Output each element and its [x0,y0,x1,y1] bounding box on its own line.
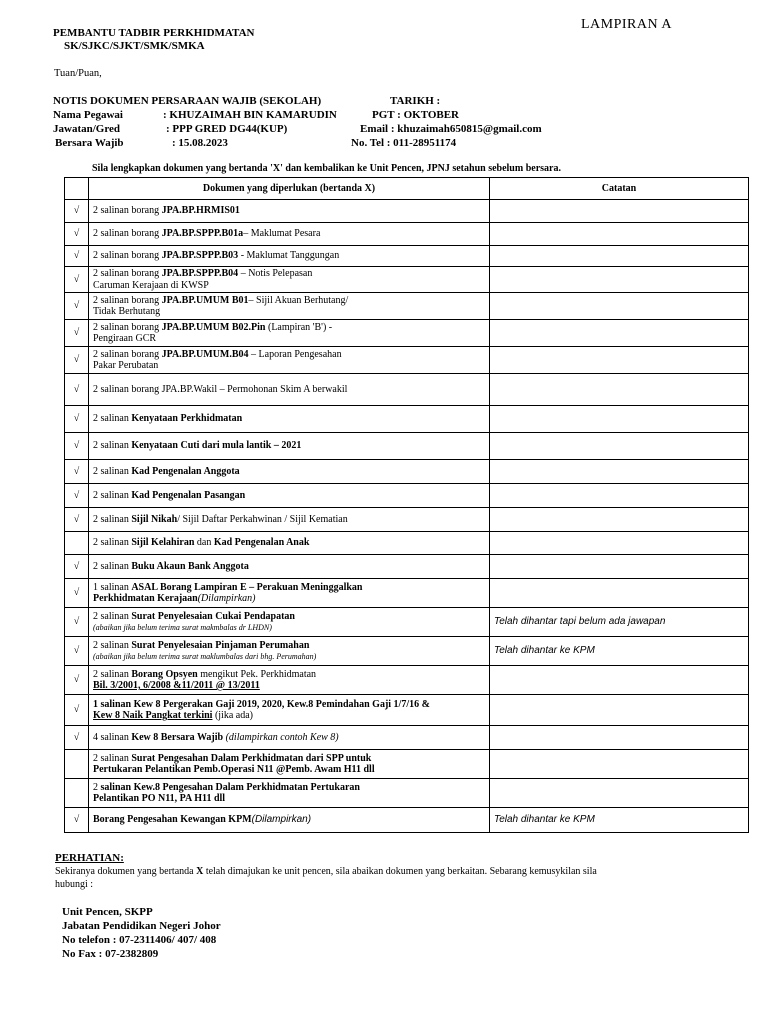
note-cell [490,347,749,374]
table-row [65,320,749,347]
document-cell [89,406,490,433]
document-text: 2 salinan borang [93,228,162,240]
table-row [65,695,749,726]
note-cell [490,320,749,347]
table-row [65,532,749,555]
document-name: Buku Akaun Bank Anggota [131,560,249,572]
document-name: JPA.BP.SPPP.B03 [161,250,239,262]
document-name: JPA.BP.UMUM B02.Pin [161,321,266,333]
document-text: 2 salinan borang [93,321,162,333]
check-mark: √ [65,484,89,508]
document-text: 1 salinan [93,581,132,593]
phone-value: No. Tel : 011-28951174 [351,137,457,149]
document-text: 2 salinan borang [93,268,162,279]
perhatian-text-pre: Sekiranya dokumen yang bertanda [55,866,197,877]
document-name-2: Kad Pengenalan Anak [213,537,310,549]
document-cell [89,293,490,320]
document-cell [89,374,490,406]
contact-unit: Unit Pencen, SKPP [62,906,153,918]
table-row [65,666,749,695]
contact-department: Jabatan Pendidikan Negeri Johor [62,920,221,932]
check-mark: √ [65,637,89,666]
recipient-schools: SK/SJKC/SJKT/SMK/SMKA [64,40,205,52]
table-row [65,200,749,223]
check-mark: √ [65,347,89,374]
contact-fax: No Fax : 07-2382809 [62,948,159,960]
document-name: JPA.BP.SPPP.B04 [161,268,239,279]
document-cell [89,555,490,579]
document-desc: – Notis Pelepasan [238,268,313,279]
table-header-check [65,178,89,200]
lampiran-label: LAMPIRAN A [581,17,672,32]
note-cell [490,293,749,320]
document-cell [89,532,490,555]
note-cell [490,750,749,779]
document-text: 2 salinan [93,465,132,477]
table-row [65,433,749,460]
document-name: Sijil Kelahiran [131,537,195,549]
document-name: Sijil Nikah [131,513,178,525]
document-desc: (Lampiran 'B') - [265,321,333,333]
document-name: salinan Kew.8 Pengesahan Dalam Perkhidmatan Pertukaran [100,781,360,793]
document-name: JPA.BP.UMUM.B04 [161,348,249,360]
document-cell [89,200,490,223]
check-mark: √ [65,555,89,579]
document-name: Kad Pengenalan Pasangan [131,489,246,501]
note-cell [490,246,749,267]
document-name-line2: Pelantikan PO N11, PA H11 dll [93,793,226,804]
document-cell [89,779,490,808]
document-text: 2 salinan [93,537,132,549]
document-cell [89,808,490,833]
document-text: 2 salinan borang [93,250,162,262]
position-value: : PPP GRED DG44(KUP) [166,123,288,135]
position-label: Jawatan/Gred [53,123,121,135]
note-cell [490,433,749,460]
document-name: Kenyataan Perkhidmatan [131,413,243,425]
document-remark: (dilampirkan contoh Kew 8) [223,731,339,743]
table-row [65,637,749,666]
check-mark: √ [65,406,89,433]
note-cell [490,532,749,555]
document-text: 2 salinan borang [93,348,162,360]
document-cell [89,223,490,246]
email-value: Email : khuzaimah650815@gmail.com [360,123,542,135]
perhatian-text-2: hubungi : [55,879,94,890]
document-name: ASAL Borang Lampiran E – Perakuan Meninggalkan [131,581,363,593]
note-cell: Telah dihantar tapi belum ada jawapan [490,608,749,637]
document-text: 2 salinan [93,668,132,680]
document-footnote: (abaikan jika belum terima surat maklumbalas dari bhg. Perumahan) [93,652,317,661]
document-name: Borang Pengesahan Kewangan KPM [93,814,252,826]
check-mark: √ [65,808,89,833]
document-cell [89,460,490,484]
table-row [65,555,749,579]
table-row [65,267,749,293]
table-row [65,223,749,246]
document-name-line2: Pertukaran Pelantikan Pemb.Operasi N11 @Pemb. Awam H11 dll [93,764,375,775]
table-row [65,347,749,374]
document-text: 2 salinan borang [93,294,162,306]
document-text: 2 [93,781,101,793]
table-row [65,293,749,320]
document-name: Surat Pengesahan Dalam Perkhidmatan dari SPP untuk [131,752,372,764]
document-text: 2 salinan [93,639,132,651]
document-cell [89,695,490,726]
document-name-line2: Bil. 3/2001, 6/2008 &11/2011 @ 13/2011 [93,680,260,691]
note-cell [490,779,749,808]
document-text: 2 salinan [93,489,132,501]
table-row [65,460,749,484]
document-cell [89,508,490,532]
date-label: TARIKH : [390,95,441,107]
check-mark: √ [65,320,89,347]
note-cell [490,484,749,508]
table-row [65,779,749,808]
check-mark: √ [65,293,89,320]
name-label: Nama Pegawai [53,109,123,121]
note-cell [490,267,749,293]
document-cell [89,608,490,637]
table-row [65,608,749,637]
table-header-notes: Catatan [490,178,749,200]
document-text: 2 salinan [93,560,132,572]
table-row [65,808,749,833]
check-mark: √ [65,508,89,532]
document-remark: (jika ada) [212,710,253,721]
perhatian-text-post: telah dimajukan ke unit pencen, sila abaikan dokumen yang berkaitan. Sebarang kemusykilan sila [203,866,597,877]
document-desc-line2: Pakar Perubatan [93,360,159,371]
document-desc-line2: Pengiraan GCR [93,333,157,344]
table-row [65,750,749,779]
pgt-value: PGT : OKTOBER [372,109,460,121]
note-cell [490,666,749,695]
document-cell [89,347,490,374]
document-name: 1 salinan Kew 8 Pergerakan Gaji 2019, 2020, Kew.8 Pemindahan Gaji 1/7/16 & [93,698,430,710]
table-row [65,246,749,267]
check-mark: √ [65,666,89,695]
perhatian-title: PERHATIAN: [55,852,124,864]
note-cell [490,695,749,726]
document-cell [89,320,490,347]
document-name: Kad Pengenalan Anggota [131,465,240,477]
note-cell [490,555,749,579]
document-cell [89,484,490,508]
document-desc: – Maklumat Pesara [243,228,321,240]
check-mark [65,779,89,808]
document-desc: mengikut Pek. Perkhidmatan [197,668,317,680]
check-mark: √ [65,608,89,637]
check-mark: √ [65,460,89,484]
document-text: 2 salinan [93,610,132,622]
document-cell [89,267,490,293]
table-row [65,374,749,406]
document-text: 2 salinan [93,440,132,452]
instruction-text: Sila lengkapkan dokumen yang bertanda 'X' dan kembalikan ke Unit Pencen, JPNJ setahun sebelum bersara. [92,163,561,174]
table-header-document: Dokumen yang diperlukan (bertanda X) [89,178,490,200]
check-mark: √ [65,223,89,246]
document-cell [89,246,490,267]
note-cell [490,406,749,433]
document-cell [89,433,490,460]
table-row [65,508,749,532]
document-cell [89,579,490,608]
contact-phone: No telefon : 07-2311406/ 407/ 408 [62,934,217,946]
document-desc-line2: Caruman Kerajaan di KWSP [93,279,209,291]
document-cell [89,637,490,666]
check-mark: √ [65,200,89,223]
document-desc: / Sijil Daftar Perkahwinan / Sijil Kematian [177,513,348,525]
document-text: 2 salinan [93,513,132,525]
document-text: 2 salinan borang JPA.BP.Wakil – Permohonan Skim A berwakil [93,383,348,395]
table-row [65,484,749,508]
document-name-line2: Kew 8 Naik Pangkat terkini [93,710,213,721]
document-name: JPA.BP.UMUM B01 [161,294,249,306]
document-desc: – Laporan Pengesahan [248,348,342,360]
check-mark: √ [65,579,89,608]
document-cell [89,750,490,779]
document-footnote: (abaikan jika belum terima surat makmbalas dr LHDN) [93,623,272,632]
note-cell [490,223,749,246]
document-name: Kew 8 Bersara Wajib [131,731,224,743]
document-text: 4 salinan [93,731,132,743]
note-cell [490,374,749,406]
document-name: Surat Penyelesaian Pinjaman Perumahan [131,639,310,651]
note-cell: Telah dihantar ke KPM [490,808,749,833]
check-mark: √ [65,374,89,406]
retirement-label: Bersara Wajib [55,137,124,149]
note-cell [490,200,749,223]
document-text: 2 salinan [93,413,132,425]
check-mark: √ [65,726,89,750]
document-cell [89,726,490,750]
note-cell [490,508,749,532]
check-mark: √ [65,433,89,460]
document-cell [89,666,490,695]
recipient-title: PEMBANTU TADBIR PERKHIDMATAN [53,27,255,39]
document-name: JPA.BP.HRMIS01 [161,205,240,217]
document-desc: - Maklumat Tanggungan [238,250,340,262]
note-cell [490,460,749,484]
perhatian-text [55,866,597,877]
retirement-date: : 15.08.2023 [172,137,228,149]
check-mark: √ [65,246,89,267]
table-row [65,726,749,750]
table-row [65,579,749,608]
document-name-line2: Perkhidmatan Kerajaan [93,593,198,604]
salutation: Tuan/Puan, [54,68,102,79]
document-desc-line2: Tidak Berhutang [93,306,161,317]
note-cell [490,579,749,608]
notice-title: NOTIS DOKUMEN PERSARAAN WAJIB (SEKOLAH) [53,95,322,107]
document-remark: (Dilampirkan) [197,593,256,604]
document-name: Kenyataan Cuti dari mula lantik – 2021 [131,440,302,452]
table-row [65,406,749,433]
document-desc: dan [194,537,214,549]
check-mark: √ [65,267,89,293]
check-mark [65,532,89,555]
perhatian-text-x: X [196,866,204,877]
document-name: Borang Opsyen [131,668,198,680]
document-text: 2 salinan borang [93,205,162,217]
document-text: 2 salinan [93,752,132,764]
check-mark [65,750,89,779]
document-name: Surat Penyelesaian Cukai Pendapatan [131,610,295,622]
note-cell [490,726,749,750]
document-name: JPA.BP.SPPP.B01a [161,228,244,240]
document-desc: – Sijil Akuan Berhutang/ [248,294,349,306]
check-mark: √ [65,695,89,726]
document-remark: (Dilampirkan) [251,814,312,826]
name-value: : KHUZAIMAH BIN KAMARUDIN [163,109,337,121]
note-cell: Telah dihantar ke KPM [490,637,749,666]
documents-table [64,177,749,833]
